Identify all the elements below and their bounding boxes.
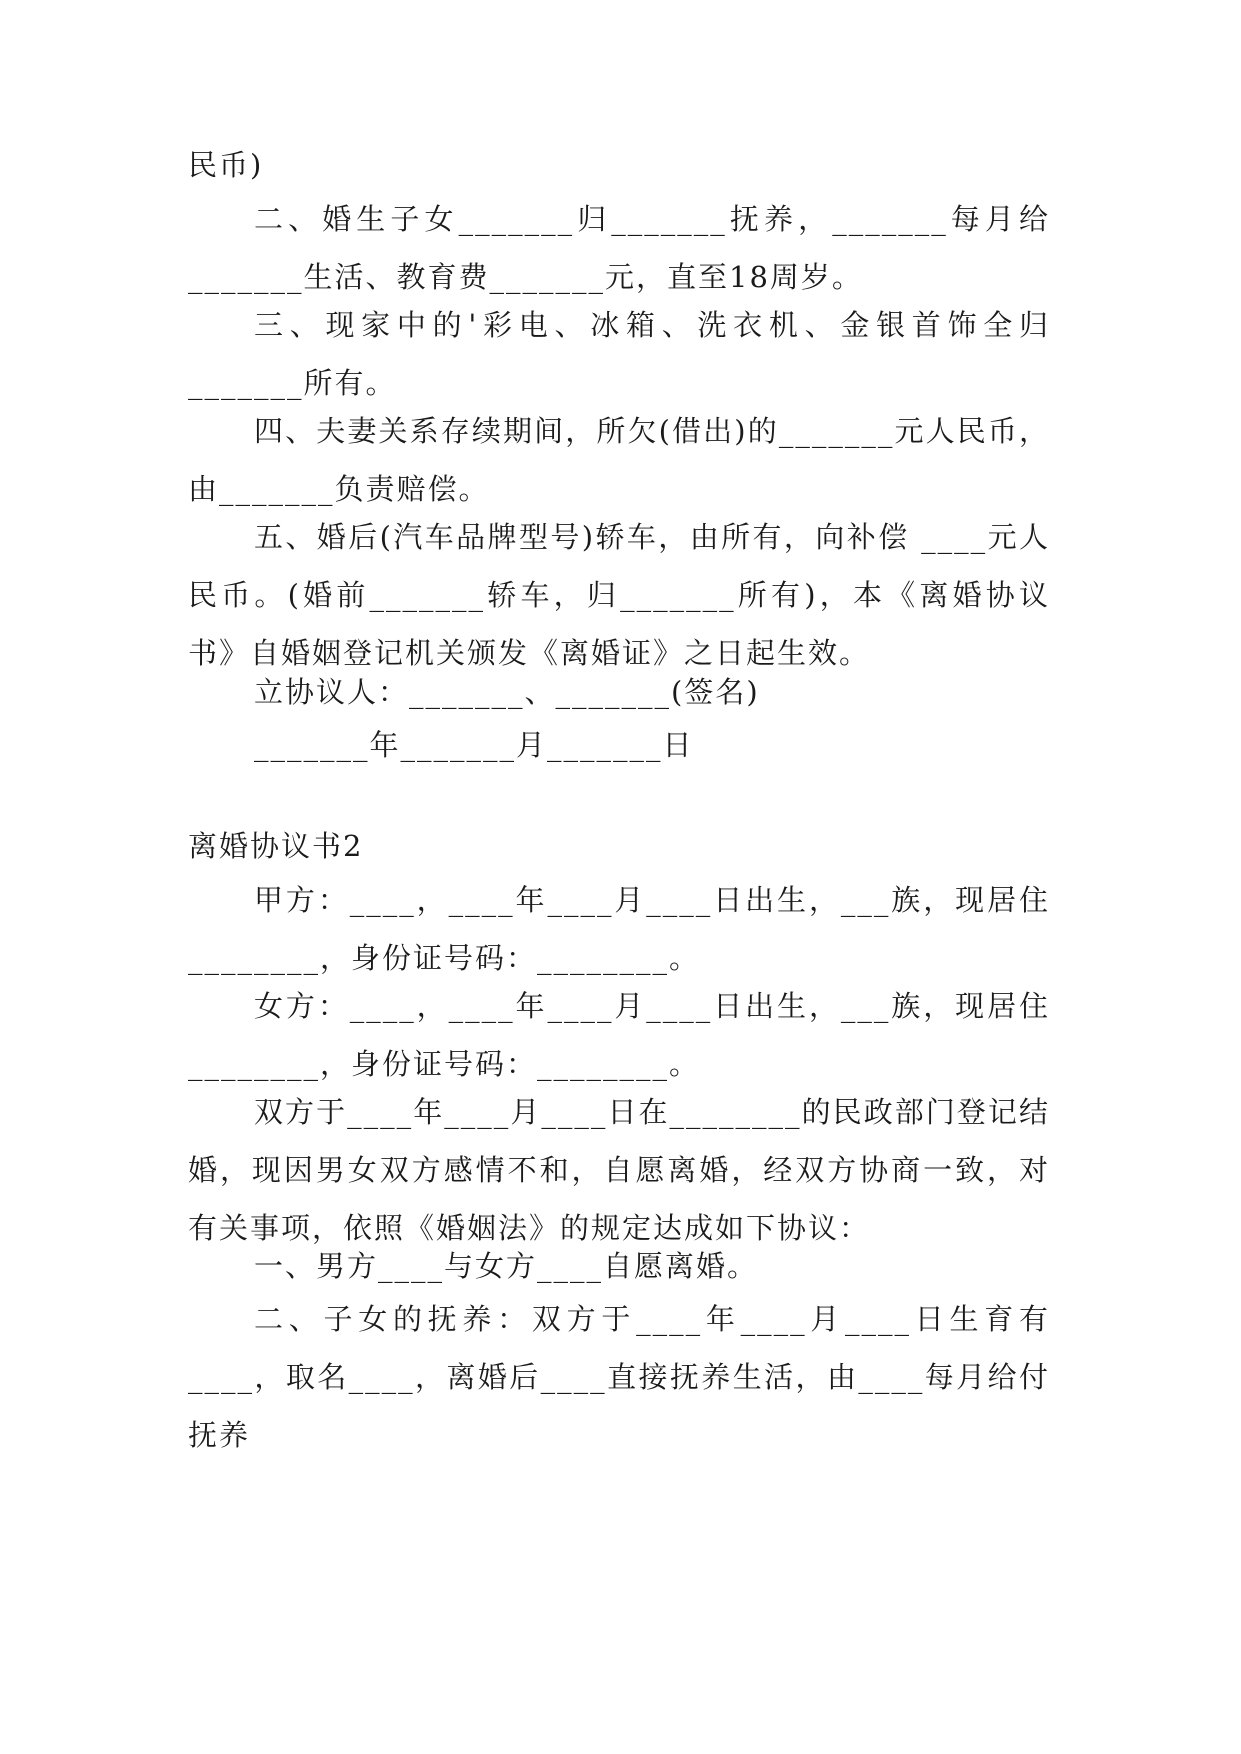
clause-2-child-custody: 二、婚生子女_______归_______抚养，_______每月给_______生活、教育费_______元，直至18周岁。 <box>188 202 1050 294</box>
date-line: _______年_______月_______日 <box>254 728 694 762</box>
party-a-info: 甲方：____，____年____月____日出生，___族，现居住________，身份证号码：________。 <box>188 883 1050 975</box>
section-title: 离婚协议书2 <box>188 829 364 863</box>
clause-1-divorce: 一、男方____与女方____自愿离婚。 <box>254 1249 759 1283</box>
clause-4-debt: 四、夫妻关系存续期间，所欠(借出)的_______元人民币，由_______负责赔偿。 <box>188 414 1050 506</box>
marriage-statement: 双方于____年____月____日在________的民政部门登记结婚，现因男女双方感情不和，自愿离婚，经双方协商一致，对有关事项，依照《婚姻法》的规定达成如下协议： <box>188 1095 1050 1245</box>
signers-line: 立协议人：_______、_______(签名) <box>254 675 760 709</box>
continued-line: 民币) <box>188 148 264 182</box>
clause-3-property: 三、现家中的'彩电、冰箱、洗衣机、金银首饰全归_______所有。 <box>188 308 1050 400</box>
clause-2-child-support: 二、子女的抚养：双方于____年____月____日生育有____，取名____，离婚后____直接抚养生活，由____每月给付抚养 <box>188 1302 1050 1452</box>
party-b-info: 女方：____，____年____月____日出生，___族，现居住________，身份证号码：________。 <box>188 989 1050 1081</box>
clause-5-vehicle: 五、婚后(汽车品牌型号)轿车，由所有，向补偿 ____元人民币。(婚前_______轿车，归_______所有)，本《离婚协议书》自婚姻登记机关颁发《离婚证》之日起生效。 <box>188 520 1050 670</box>
